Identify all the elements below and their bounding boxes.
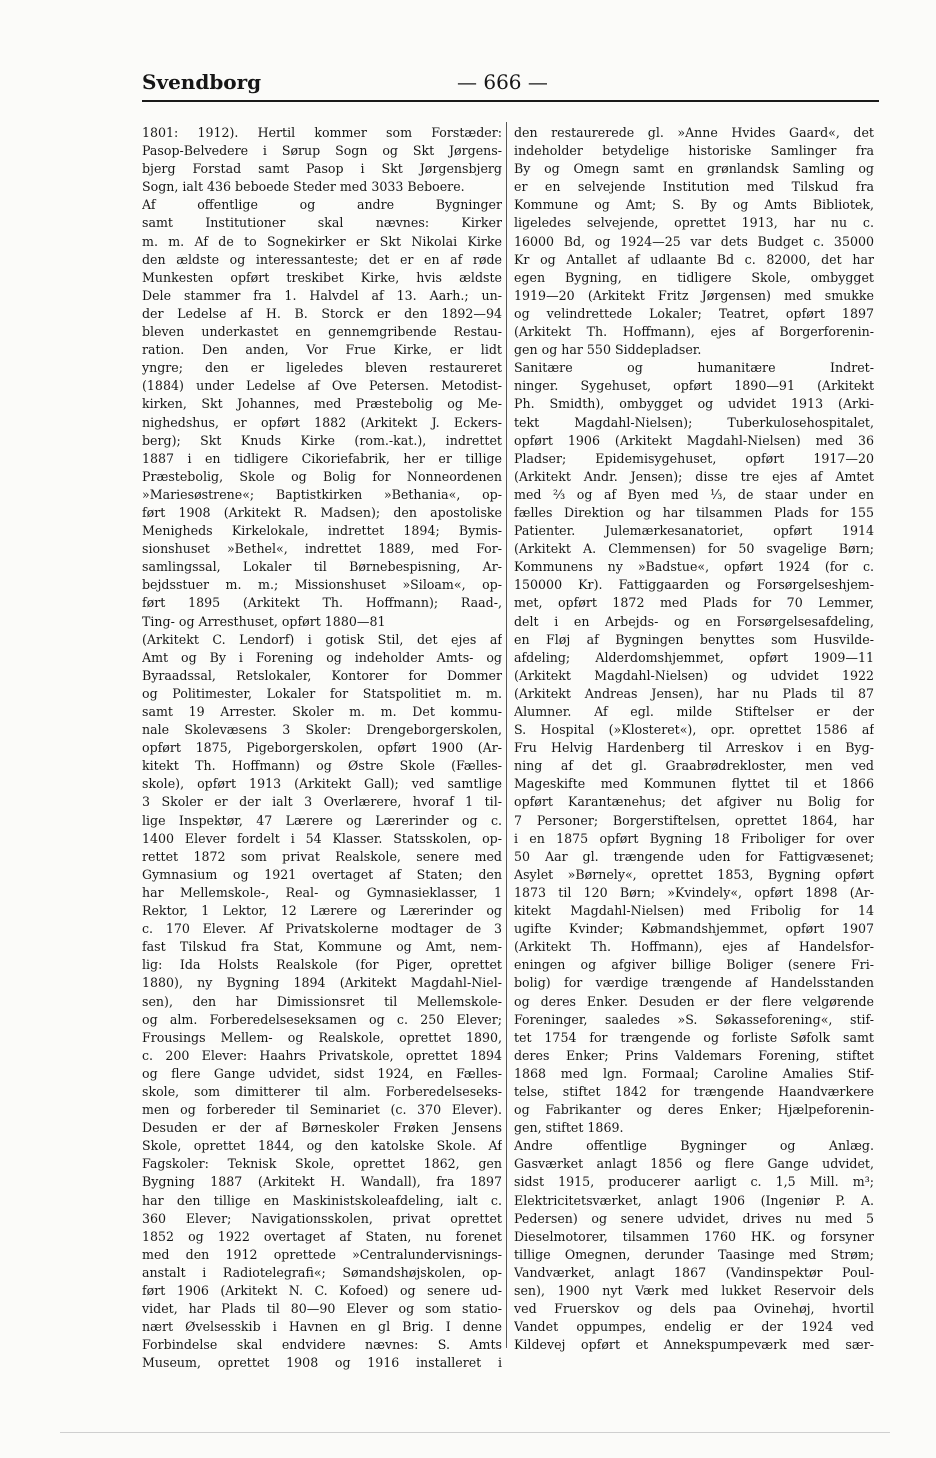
text-line: 7 Personer; Borgerstiftelsen, oprettet 1864, har — [514, 812, 874, 828]
text-line: og deres Enker. Desuden er der flere velgørende — [514, 993, 874, 1009]
text-line: opført Karantænehus; det afgiver nu Bolig for — [514, 794, 874, 810]
text-line: i en 1875 opført Bygning 18 Friboliger for over — [514, 830, 874, 846]
text-line: indeholder betydelige historiske Samlinger fra — [514, 143, 874, 159]
text-line: Kildevej opført et Annekspumpeværk med sær- — [514, 1337, 874, 1353]
page-number: — 666 — — [457, 70, 548, 94]
text-line: Elektricitetsværket, anlagt 1906 (Ingeniør P. A. — [514, 1192, 874, 1208]
text-line: Bygning 1887 (Arkitekt H. Wandall), fra 1897 — [142, 1174, 502, 1190]
text-line: den ældste og interessanteste; det er en af røde — [142, 251, 502, 267]
text-line: m. m. Af de to Sognekirker er Skt Nikolai Kirke — [142, 233, 502, 249]
text-line: Dieselmotorer, tilsammen 1760 HK. og forsyner — [514, 1228, 874, 1244]
text-line: Frousings Mellem- og Realskole, oprettet 1890, — [142, 1029, 502, 1045]
right-text-column — [514, 124, 874, 1354]
text-line: delt i en Arbejds- og en Forsørgelsesafdeling, — [514, 613, 874, 629]
text-line: Forbindelse skal endvidere nævnes: S. Amts — [142, 1337, 502, 1353]
text-line: gen og har 550 Siddepladser. — [514, 342, 702, 358]
text-line: (Arkitekt C. Lendorf) i gotisk Stil, det ejes af — [142, 631, 502, 647]
text-line: Byraadssal, Retslokaler, Kontorer for Dommer — [142, 667, 502, 683]
text-line: Rektor, 1 Lektor, 12 Lærere og Lærerinder og — [142, 903, 502, 919]
text-line: Patienter. Julemærkesanatoriet, opført 1914 — [514, 523, 874, 539]
text-line: tekt Magdahl-Nielsen); Tuberkulosehospitalet, — [514, 414, 874, 430]
text-line: yngre; den er ligeledes bleven restaureret — [142, 360, 502, 376]
text-line: nighedshus, er opført 1882 (Arkitekt J. Eckers- — [142, 414, 502, 430]
page-title: Svendborg — [142, 70, 262, 94]
text-line: bjerg Forstad samt Pasop i Skt Jørgensbjerg — [142, 161, 502, 177]
text-line: nært Øvelsesskib i Havnen en gl Brig. I denne — [142, 1319, 502, 1335]
text-line: c. 200 Elever: Haahrs Privatskole, oprettet 1894 — [142, 1047, 502, 1063]
text-line: lige Inspektør, 47 Lærere og Lærerinder og c. — [142, 812, 502, 828]
text-line: Dele stammer fra 1. Halvdel af 13. Aarh.; un- — [142, 287, 502, 303]
text-line: afdeling; Alderdomshjemmet, opført 1909—11 — [514, 649, 874, 665]
text-line: Desuden er der af Børneskoler Frøken Jensens — [142, 1120, 502, 1136]
text-line: rettet 1872 som privat Realskole, senere med — [142, 848, 502, 864]
text-line: Gasværket anlagt 1856 og flere Gange udvidet, — [514, 1156, 874, 1172]
text-line: 1400 Elever fordelt i 54 Klasser. Statsskolen, op- — [142, 830, 502, 846]
text-line: (Arkitekt Andr. Jensen); disse tre ejes af Amtet — [514, 468, 874, 484]
text-line: Amt og By i Forening og indeholder Amts- og — [142, 649, 502, 665]
text-line: kitekt Magdahl-Nielsen) med Fribolig for 14 — [514, 903, 874, 919]
text-line: bolig) for værdige trængende af Handelsstanden — [514, 975, 874, 991]
text-line: samt 19 Arrester. Skoler m. m. Det kommu- — [142, 704, 502, 719]
text-line: 1887 i en tidligere Cikoriefabrik, her er tillige — [142, 450, 502, 466]
text-line: Museum, oprettet 1908 og 1916 installeret i — [142, 1355, 502, 1371]
text-line: deres Enker; Prins Valdemars Forening, stiftet — [514, 1047, 874, 1063]
text-line: Pasop-Belvedere i Sørup Sogn og Skt Jørgens- — [142, 143, 502, 159]
text-line: gen, stiftet 1869. — [514, 1120, 624, 1136]
text-line: Foreninger, saaledes »S. Søkasseforening«, stif- — [514, 1011, 874, 1027]
text-line: videt, har Plads til 80—90 Elever og som statio- — [142, 1301, 502, 1317]
text-line: Vandværket, anlagt 1867 (Vandinspektør Poul- — [514, 1264, 874, 1280]
text-line: Vandet oppumpes, endelig er der 1924 ved — [514, 1319, 874, 1335]
header-rule — [142, 100, 879, 102]
text-line: 1868 med lgn. Formaal; Caroline Amalies Stif- — [514, 1065, 874, 1081]
text-line: c. 170 Elever. Af Privatskolerne modtager de 3 — [142, 921, 502, 937]
text-line: tet 1754 for trængende og forliste Søfolk samt — [514, 1029, 874, 1045]
text-line: har Mellemskole-, Real- og Gymnasieklasser, 1 — [142, 884, 502, 900]
text-line: sidst 1915, producerer aarligt c. 1,5 Mill. m³; — [514, 1174, 874, 1190]
text-line: Sanitære og humanitære Indret- — [514, 360, 874, 376]
left-text-column — [142, 124, 502, 1372]
text-line: ninger. Sygehuset, opført 1890—91 (Arkitekt — [514, 378, 874, 394]
text-line: 50 Aar gl. trængende uden for Fattigvæsenet; — [514, 848, 874, 864]
text-line: bleven underkastet en gennemgribende Restau- — [142, 324, 502, 340]
text-line: den restaurerede gl. »Anne Hvides Gaard«, det — [514, 125, 874, 140]
text-line: Gymnasium og 1921 overtaget af Staten; den — [142, 866, 502, 882]
text-line: 1852 og 1922 overtaget af Staten, nu forenet — [142, 1228, 502, 1244]
text-line: 150000 Kr). Fattiggaarden og Forsørgelseshjem- — [514, 577, 874, 593]
text-line: Andre offentlige Bygninger og Anlæg. — [514, 1138, 874, 1154]
text-line: ration. Den anden, Vor Frue Kirke, er lidt — [142, 342, 502, 358]
text-line: sen), den har Dimissionsret til Mellemskole- — [142, 993, 502, 1009]
text-line: 360 Elever; Navigationsskolen, privat oprettet — [142, 1210, 502, 1226]
text-line: 1801: 1912). Hertil kommer som Forstæder: — [142, 125, 502, 140]
text-line: med ⅔ og af Byen med ⅓, de staar under en — [514, 486, 874, 502]
text-line: kirken, Skt Johannes, med Præstebolig og Me- — [142, 396, 502, 412]
text-line: (Arkitekt Andreas Jensen), har nu Plads til 87 — [514, 685, 874, 701]
text-line: er en selvejende Institution med Tilskud fra — [514, 179, 874, 195]
text-line: telse, stiftet 1842 for trængende Haandværkere — [514, 1083, 874, 1099]
text-line: Skole, oprettet 1844, og den katolske Skole. Af — [142, 1138, 502, 1154]
text-line: men og forbereder til Seminariet (c. 370 Elever). — [142, 1102, 502, 1118]
text-line: Kommune og Amt; S. By og Amts Bibliotek, — [514, 197, 874, 213]
text-line: samlingssal, Lokaler til Børnebespisning, Ar- — [142, 559, 502, 575]
text-line: 16000 Bd, og 1924—25 var dets Budget c. 35000 — [514, 233, 874, 249]
text-line: Mageskifte med Kommunen flyttet til et 1866 — [514, 776, 874, 792]
text-line: ved Fruerskov og dels paa Ovinehøj, hvortil — [514, 1301, 874, 1317]
text-line: eningen og afgiver billige Boliger (senere Fri- — [514, 957, 874, 973]
text-line: lig: Ida Holsts Realskole (for Piger, oprettet — [142, 957, 502, 973]
text-line: tillige Omegnen, derunder Taasinge med Strøm; — [514, 1246, 874, 1262]
text-line: 3 Skoler er der ialt 3 Overlærere, hvoraf 1 til- — [142, 794, 502, 810]
text-line: Ph. Smidth), ombygget og udvidet 1913 (Arki- — [514, 396, 874, 412]
page-header — [142, 70, 877, 100]
text-line: ført 1906 (Arkitekt N. C. Kofoed) og senere ud- — [142, 1283, 502, 1298]
text-line: (1884) under Ledelse af Ove Petersen. Metodist- — [142, 378, 502, 394]
text-line: kitekt Th. Hoffmann) og Østre Skole (Fælles- — [142, 758, 502, 774]
text-line: Fagskoler: Teknisk Skole, oprettet 1862, gen — [142, 1156, 502, 1172]
text-line: og velindrettede Lokaler; Teatret, opført 1897 — [514, 305, 874, 321]
text-line: (Arkitekt Th. Hoffmann), ejes af Borgerforenin- — [514, 324, 874, 340]
text-line: sen), 1900 nyt Værk med lukket Reservoir dels — [514, 1283, 874, 1298]
text-line: bejdsstuer m. m.; Missionshuset »Siloam«, op- — [142, 577, 502, 593]
text-line: »Mariesøstrene«; Baptistkirken »Bethania«, op- — [142, 486, 502, 502]
text-line: berg); Skt Knuds Kirke (rom.-kat.), indrettet — [142, 432, 502, 448]
text-line: Fru Helvig Hardenberg til Arreskov i en Byg- — [514, 740, 874, 756]
text-line: (Arkitekt Th. Hoffmann), ejes af Handelsfor- — [514, 939, 874, 955]
text-line: fast Tilskud fra Stat, Kommune og Amt, nem- — [142, 939, 502, 955]
text-line: Alumner. Af egl. milde Stiftelser er der — [514, 704, 874, 719]
text-line: en Fløj af Bygningen benyttes som Husvilde- — [514, 631, 874, 647]
text-line: og Fabrikanter og deres Enker; Hjælpeforenin- — [514, 1102, 874, 1118]
text-line: ugifte Kvinder; Købmandshjemmet, opført 1907 — [514, 921, 874, 937]
text-line: Præstebolig, Skole og Bolig for Nonneordenen — [142, 468, 502, 484]
text-line: Pedersen) og senere udvidet, drives nu med 5 — [514, 1210, 874, 1226]
text-line: Asylet »Børnely«, oprettet 1853, Bygning opført — [514, 866, 874, 882]
text-line: 1919—20 (Arkitekt Fritz Jørgensen) med smukke — [514, 287, 874, 303]
text-line: skole, som dimitterer til alm. Forberedelseseks- — [142, 1083, 502, 1099]
text-line: S. Hospital (»Klosteret«), opr. oprettet 1586 af — [514, 722, 874, 738]
text-line: har den tillige en Maskinistskoleafdeling, ialt c. — [142, 1192, 502, 1208]
bottom-rule — [60, 1432, 890, 1433]
text-line: opført 1906 (Arkitekt Magdahl-Nielsen) med 36 — [514, 432, 874, 448]
text-line: ning af det gl. Graabrødrekloster, men ved — [514, 758, 874, 774]
text-line: Kr og Antallet af udlaante Bd c. 82000, det har — [514, 251, 874, 267]
text-line: Munkesten opført treskibet Kirke, hvis ældste — [142, 269, 502, 285]
text-line: fælles Direktion og har tilsammen Plads for 155 — [514, 504, 874, 520]
text-line: sionshuset »Bethel«, indrettet 1889, med For- — [142, 541, 502, 557]
text-line: Kommunens ny »Badstue«, opført 1924 (for c. — [514, 559, 874, 575]
text-line: 1880), ny Bygning 1894 (Arkitekt Magdahl-Niel- — [142, 975, 502, 991]
text-line: der Ledelse af H. B. Storck er den 1892—94 — [142, 305, 502, 321]
text-line: samt Institutioner skal nævnes: Kirker — [142, 215, 502, 231]
text-line: og Politimester, Lokaler for Statspolitiet m. m. — [142, 685, 502, 701]
text-line: ligeledes selvejende, oprettet 1913, har nu c. — [514, 215, 874, 231]
text-line: Sogn, ialt 436 beboede Steder med 3033 Beboere. — [142, 179, 465, 195]
text-line: ført 1895 (Arkitekt Th. Hoffmann); Raad-, — [142, 595, 502, 611]
text-line: (Arkitekt A. Clemmensen) for 50 svagelige Børn; — [514, 541, 874, 557]
column-divider — [506, 122, 507, 1348]
text-line: og alm. Forberedelseseksamen og c. 250 Elever; — [142, 1011, 502, 1027]
text-line: Menigheds Kirkelokale, indrettet 1894; Bymis- — [142, 523, 502, 539]
text-line: Pladser; Epidemisygehuset, opført 1917—20 — [514, 450, 874, 466]
text-line: (Arkitekt Magdahl-Nielsen) og udvidet 1922 — [514, 667, 874, 683]
text-line: opført 1875, Pigeborgerskolen, opført 1900 (Ar- — [142, 740, 502, 756]
text-line: met, opført 1872 med Plads for 70 Lemmer, — [514, 595, 874, 611]
text-line: ført 1908 (Arkitekt R. Madsen); den apostoliske — [142, 504, 502, 520]
text-line: skole), opført 1913 (Arkitekt Gall); ved samtlige — [142, 776, 502, 792]
text-line: Ting- og Arresthuset, opført 1880—81 — [142, 613, 386, 629]
text-line: nale Skolevæsens 3 Skoler: Drengeborgerskolen, — [142, 722, 502, 738]
text-line: med den 1912 oprettede »Centralundervisnings- — [142, 1246, 502, 1262]
text-line: By og Omegn samt en grønlandsk Samling og — [514, 161, 874, 177]
text-line: Af offentlige og andre Bygninger — [142, 197, 502, 213]
text-line: og flere Gange udvidet, sidst 1924, en Fælles- — [142, 1065, 502, 1081]
text-line: anstalt i Radiotelegrafi«; Sømandshøjskolen, op- — [142, 1264, 502, 1280]
text-line: egen Bygning, en tidligere Skole, ombygget — [514, 269, 874, 285]
text-line: 1873 til 120 Børn; »Kvindely«, opført 1898 (Ar- — [514, 884, 874, 900]
